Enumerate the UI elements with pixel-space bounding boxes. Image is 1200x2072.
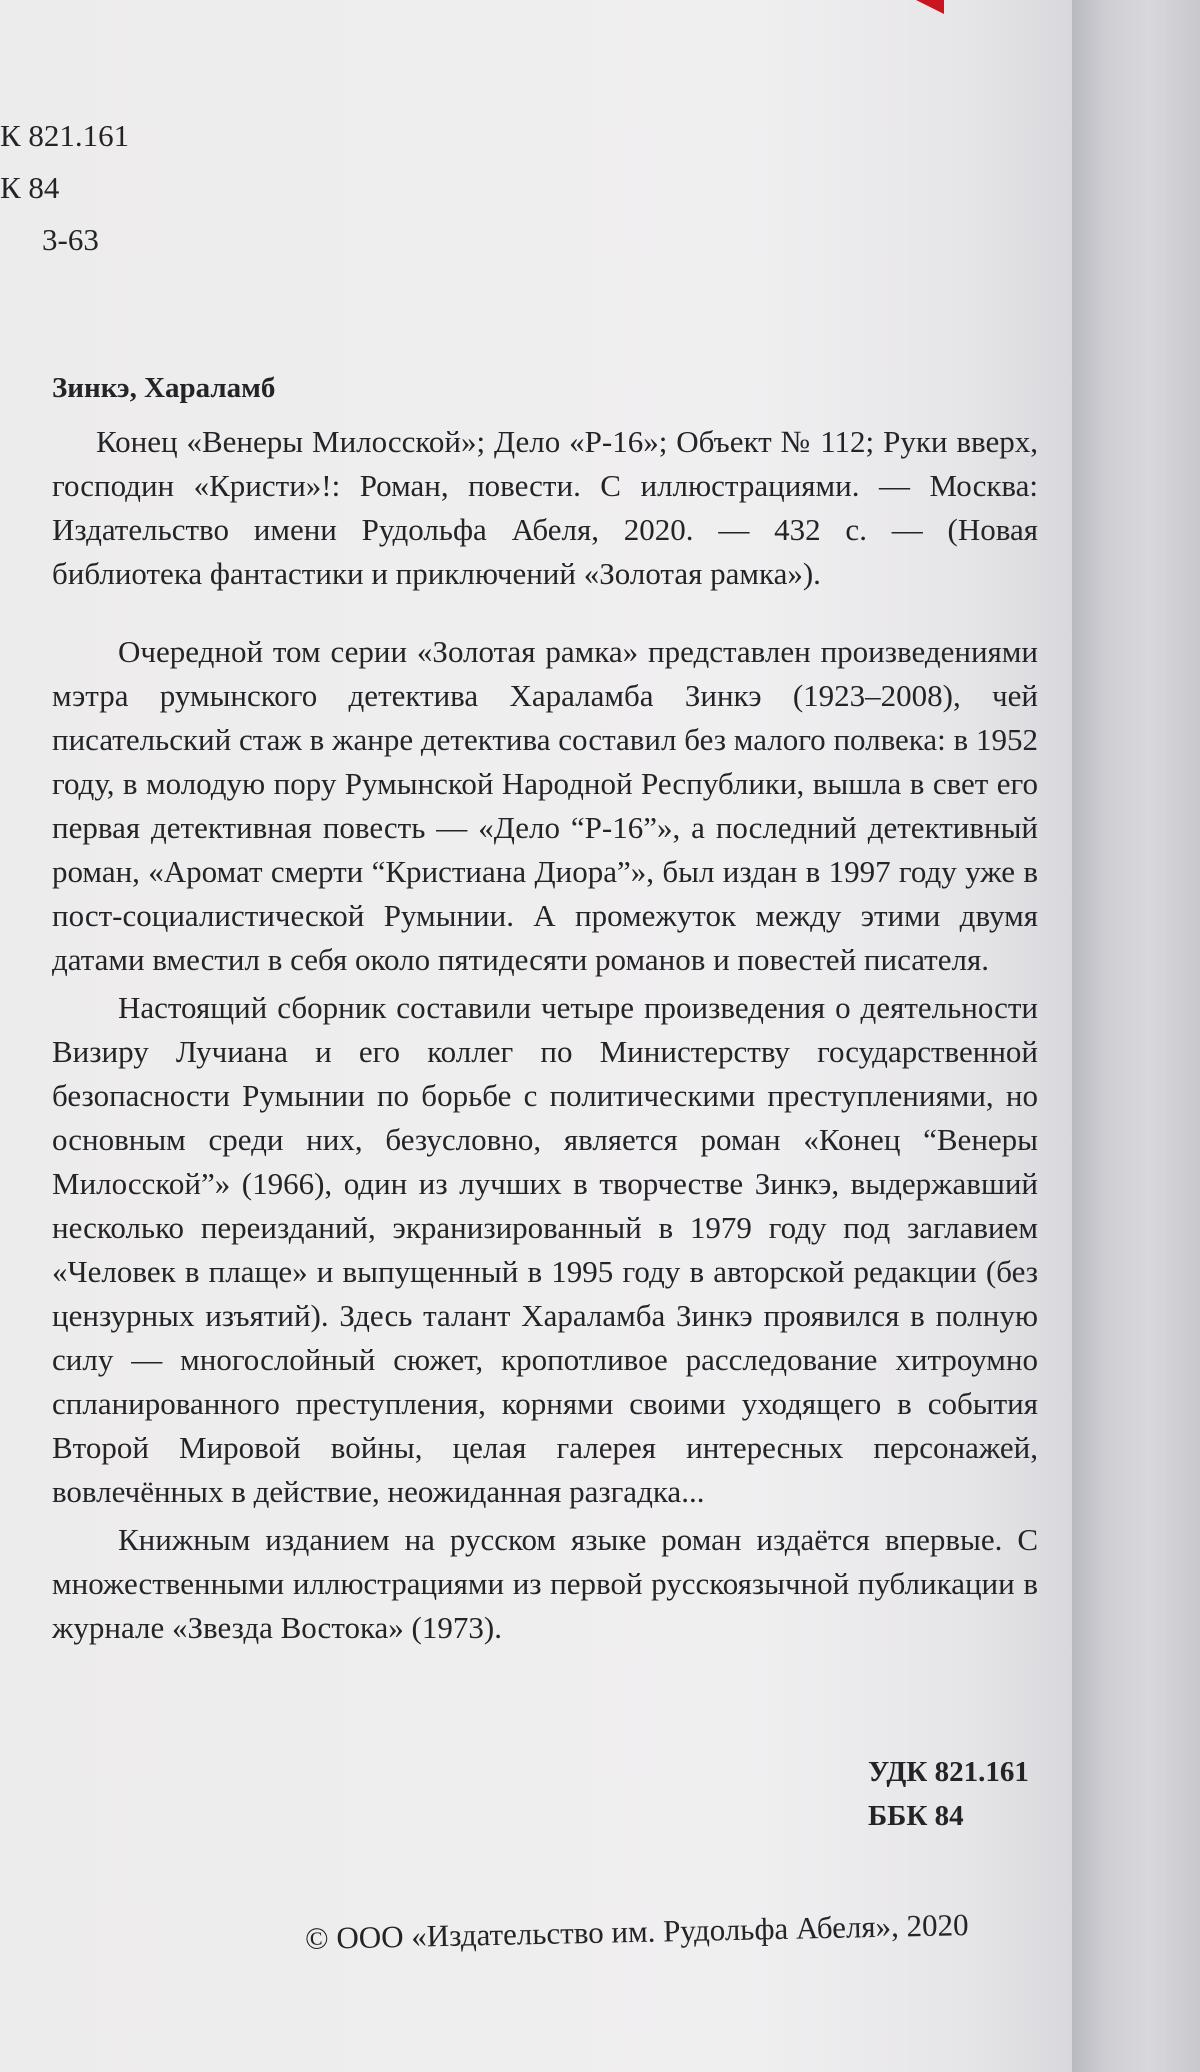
book-gutter [1072, 0, 1200, 2072]
udk-code: УДК 821.161 [868, 1756, 1029, 1788]
bibliographic-record: Конец «Венеры Милосской»; Дело «Р-16»; Объект № 112; Руки вверх, господин «Кристи»!: Роман, повести. С иллюстрациями. — Москва: Издательство имени Рудольфа Абеля, 2020. — 432 с. — (Новая библиотека фантастики и приключений «Золотая рамка»). [52, 424, 1038, 591]
annotation [52, 630, 1038, 1654]
catalog-udk: К 821.161 [0, 118, 130, 153]
copyright-line: © ООО «Издательство им. Рудольфа Абеля», 2020 [304, 1907, 969, 1956]
catalog-codes [0, 110, 129, 266]
classification-codes [868, 1750, 1029, 1838]
annotation-paragraph-3: Книжным изданием на русском языке роман издаётся впервые. С множественными иллюстрациями из первой русскоязычной публикации в журнале «Звезда Востока» (1973). [52, 1522, 1038, 1645]
author-name: Зинкэ, Хараламб [52, 372, 276, 404]
red-page-edge [916, 0, 944, 14]
catalog-author-sign: 3-63 [42, 222, 99, 257]
bbk-code: ББК 84 [868, 1800, 964, 1832]
annotation-paragraph-2: Настоящий сборник составили четыре произведения о деятельности Визиру Лучиана и его коллег по Министерству государственной безопасности Румынии по борьбе с политическими преступлениями, но основным среди них, безусловно, является роман «Конец “Венеры Милосской”» (1966), один из лучших в творчестве Зинкэ, выдержавший несколько переизданий, экранизированный в 1979 году под заглавием «Человек в плаще» и выпущенный в 1995 году в авторской редакции (без цензурных изъятий). Здесь талант Хараламба Зинкэ проявился в полную силу — многослойный сюжет, кропотливое расследование хитроумно спланированного преступления, корнями своими уходящего в события Второй Мировой войны, целая галерея интересных персонажей, вовлечённых в действие, неожиданная разгадка... [52, 990, 1038, 1509]
catalog-bbk: К 84 [0, 170, 60, 205]
annotation-paragraph-1: Очередной том серии «Золотая рамка» представлен произведениями мэтра румынского детектива Хараламба Зинкэ (1923–2008), чей писательский стаж в жанре детектива составил без малого полвека: в 1952 году, в молодую пору Румынской Народной Республики, вышла в свет его первая детективная повесть — «Дело “Р-16”», а последний детективный роман, «Аромат смерти “Кристиана Диора”», был издан в 1997 году уже в пост-социалистической Румынии. А промежуток между этими двумя датами вместил в себя около пятидесяти романов и повестей писателя. [52, 634, 1038, 977]
